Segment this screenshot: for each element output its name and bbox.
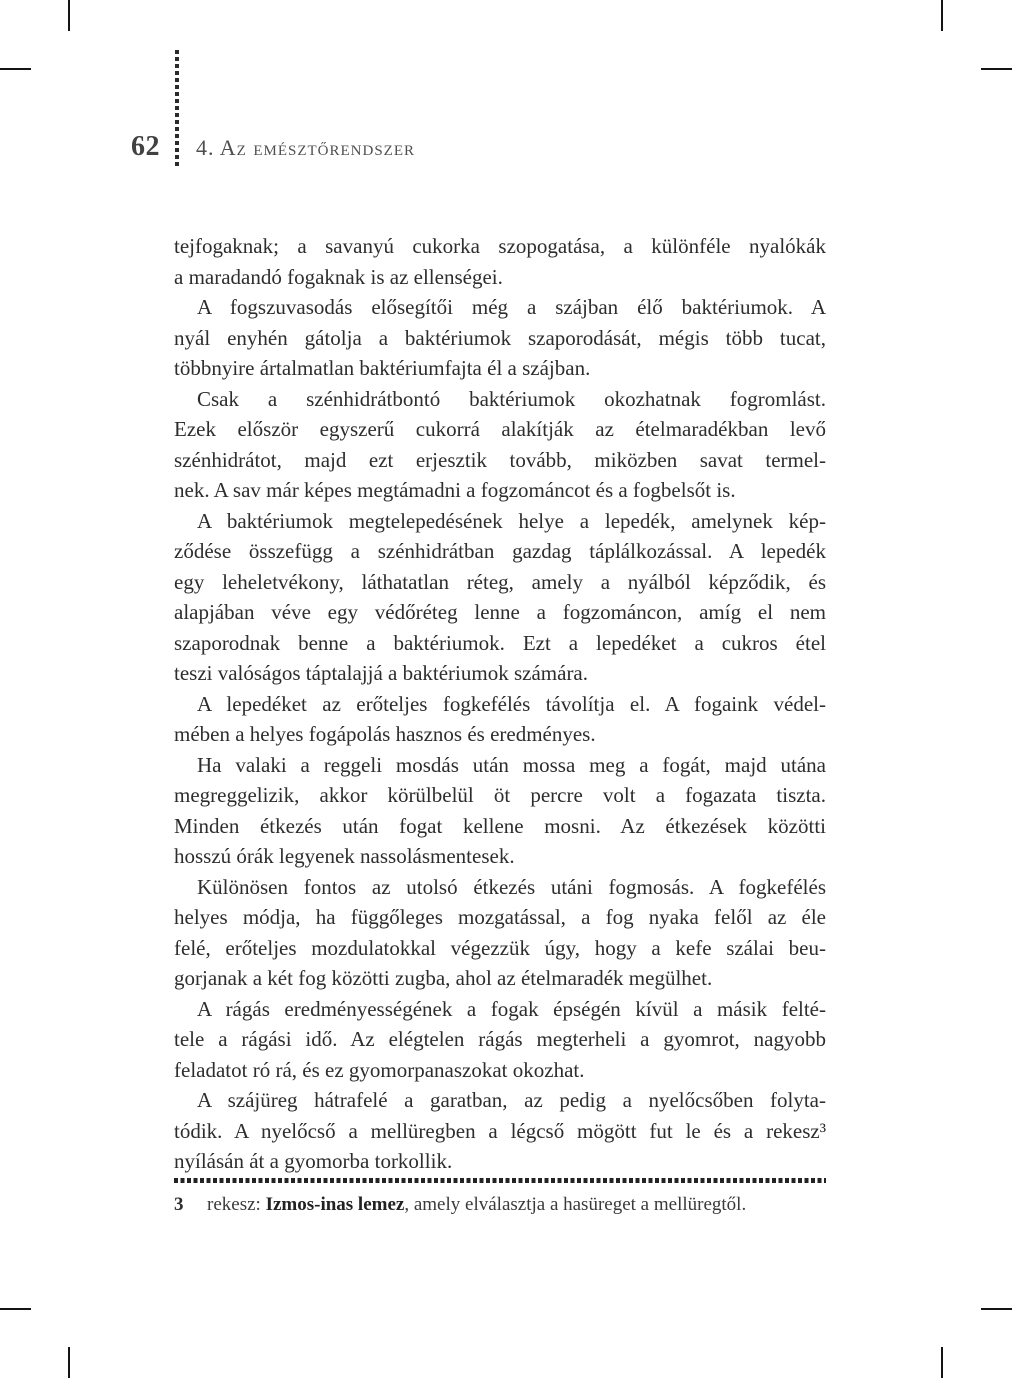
crop-mark-top-left-vertical: [68, 0, 70, 31]
text-line: a maradandó fogaknak is az ellenségei.: [174, 264, 503, 289]
text-line: nyílásán át a gyomorba torkollik.: [174, 1149, 453, 1173]
crop-mark-right-bottom-horizontal: [981, 1308, 1012, 1310]
text-line: felé, erőteljes mozdulatokkal végezzük úgy, hogy a kefe szálai beu-: [174, 935, 826, 960]
crop-mark-top-right-vertical: [941, 0, 943, 31]
text-line: Különösen fontos az utolsó étkezés utáni fogmosás. A fogkefélés: [197, 874, 826, 899]
text-line: tódik. A nyelőcső a mellüregben a légcső mögött fut le és a rekesz³: [174, 1118, 826, 1143]
footnote-text: [207, 1192, 746, 1218]
text-line: gorjanak a két fog közötti zugba, ahol az ételmaradék megülhet.: [174, 966, 713, 990]
footnote-text-suffix: , amely elválasztja a hasüreget a mellüregtől.: [404, 1194, 747, 1215]
text-line: A szájüreg hátrafelé a garatban, az pedig a nyelőcsőben folyta-: [197, 1088, 826, 1112]
text-line: szénhidrátot, majd ezt erjesztik tovább, miközben savat termel-: [174, 447, 826, 472]
text-line: szaporodnak benne a baktériumok. Ezt a lepedéket a cukros étel: [174, 630, 826, 655]
footnote-text-prefix: rekesz:: [207, 1194, 266, 1215]
text-line: helyes módja, ha függőleges mozgatással, a fog nyaka felől az éle: [174, 905, 826, 929]
body-text: [174, 231, 826, 1177]
footnote: [174, 1192, 826, 1218]
text-line: alapjában véve egy védőréteg lenne a fogzománcon, amíg el nem: [174, 600, 826, 624]
text-line: Csak a szénhidrátbontó baktériumok okozhatnak fogromlást.: [197, 386, 826, 411]
text-line: Ezek először egyszerű cukorrá alakítják az ételmaradékban levő: [174, 417, 826, 441]
text-line: nyál enyhén gátolja a baktériumok szaporodását, mégis több tucat,: [174, 325, 826, 350]
crop-mark-bottom-right-vertical: [941, 1347, 943, 1378]
text-line: többnyire ártalmatlan baktériumfajta él a szájban.: [174, 356, 591, 380]
text-line: A baktériumok megtelepedésének helye a lepedék, amelynek kép-: [197, 508, 826, 533]
header-dotted-rule: [175, 50, 179, 169]
running-head-chapter-title: 4. Az emésztőrendszer: [196, 135, 416, 160]
footnote-separator-rule: [174, 1178, 826, 1183]
text-line: egy leheletvékony, láthatatlan réteg, amely a nyálból képződik, és: [174, 569, 826, 594]
text-line: A fogszuvasodás elősegítői még a szájban élő baktériumok. A: [197, 295, 826, 319]
text-line: A rágás eredményességének a fogak épségén kívül a másik felté-: [197, 996, 826, 1021]
text-line: megreggelizik, akkor körülbelül öt percre volt a fogazata tiszta.: [174, 783, 826, 807]
footnote-term: Izmos-inas lemez: [265, 1194, 405, 1215]
crop-mark-right-top-horizontal: [981, 68, 1012, 70]
text-line: teszi valóságos táptalajjá a baktériumok számára.: [174, 661, 589, 685]
crop-mark-left-top-horizontal: [0, 68, 31, 70]
text-line: tele a rágási idő. Az elégtelen rágás megterheli a gyomrot, nagyobb: [174, 1027, 826, 1051]
text-line: feladatot ró rá, és ez gyomorpanaszokat okozhat.: [174, 1057, 585, 1082]
text-line: mében a helyes fogápolás hasznos és eredményes.: [174, 722, 596, 746]
text-line: A lepedéket az erőteljes fogkefélés távolítja el. A fogaink védel-: [197, 691, 826, 716]
footnote-number: 3: [174, 1194, 184, 1215]
text-line: Minden étkezés után fogat kellene mosni. Az étkezések közötti: [174, 813, 826, 838]
text-line: ződése összefügg a szénhidrátban gazdag táplálkozással. A lepedék: [174, 539, 826, 563]
text-line: tejfogaknak; a savanyú cukorka szopogatása, a különféle nyalókák: [174, 234, 826, 258]
page-number: 62: [131, 131, 160, 162]
text-line: hosszú órák legyenek nassolásmentesek.: [174, 844, 515, 868]
crop-mark-left-bottom-horizontal: [0, 1308, 31, 1310]
crop-mark-bottom-left-vertical: [68, 1347, 70, 1378]
text-line: Ha valaki a reggeli mosdás után mossa meg a fogát, majd utána: [197, 752, 826, 777]
text-line: nek. A sav már képes megtámadni a fogzománcot és a fogbelsőt is.: [174, 478, 736, 502]
